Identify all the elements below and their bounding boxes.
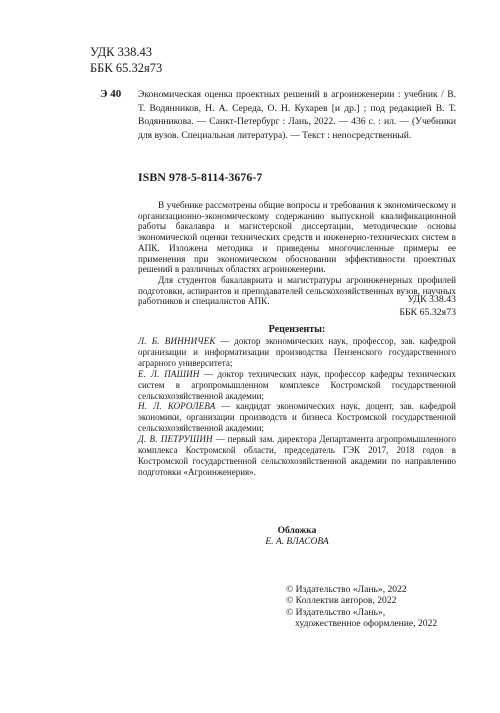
reviewer-name: Д. В. ПЕТРУШИН [138,434,213,445]
reviewer-description: — первый зам. директора Департамента агропромышленного комплекса Костромской области, председатель ГЭК 2017, 2018 годов в Костромской государственной сельскохозяйственной академии по направлению подготовки «Агроинженерия». [138,434,456,477]
reviewer-entry [138,434,456,478]
reviewer-description: — кандидат экономических наук, доцент, зав. кафедрой экономики, организации производств и бизнеса Костромской государственной сельскохозяйственной академии; [138,401,456,434]
udk-code-right: УДК 338.43 [407,294,456,305]
isbn: ISBN 978-5-8114-3676-7 [138,170,263,184]
udk-code-top: УДК 338.43 [90,45,152,59]
cover-label: Обложка [277,526,317,536]
cover-designer: Е. А. ВЛАСОВА [265,537,329,547]
reviewer-entry [138,336,456,369]
reviewer-entry [138,401,456,434]
copyright-line: © Издательство «Лань», 2022 [286,584,407,595]
classification-block-top [90,44,162,76]
author-sign-code: Э 40 [100,88,122,100]
reviewer-description: — доктор технических наук, профессор кафедры технических систем в агропромышленном комплексе Костромской государственной сельскохозяйственной академии; [138,368,456,401]
bbk-code-top: ББК 65.32я73 [90,61,163,75]
copyright-block [286,584,456,630]
abstract [138,200,456,307]
copyright-line: художественное оформление, 2022 [295,618,438,630]
reviewer-name: Е. Л. ПАШИН [138,368,200,379]
reviewer-description: — доктор экономических наук, профессор, зав. кафедрой организации и информатизации производства Пензенского государственного аграрного университета; [138,336,456,368]
reviewers-title: Рецензенты: [268,324,326,335]
reviewer-name: Л. Б. ВИННИЧЕК [138,336,216,346]
bibliographic-record-text: Экономическая оценка проектных решений в агроинженерии : учебник / В. Т. Водянников, Н. А. Середа, О. Н. Кухарев [и др.] ; под редакцией В. Т. Водянникова. — Санкт-Петербург : Лань, 2022. — 436 с. : ил. — (Учебники для вузов. Специальная литература). — Текст : непосредственный. [138,89,456,141]
reviewer-name: Н. Л. КОРОЛЕВА [138,401,216,412]
abstract-paragraph-1: В учебнике рассмотрены общие вопросы и требования к экономическому и организационно-экономическому содержанию выпускной квалификационной работы бакалавра и магистерской диссертации, методические основы экономической оценки технических средств и инженерно-технических систем в АПК. Изложена методика и приведены многочисленные примеры ее применения при экономическом обосновании эффективности проектных решений в различных областях агроинженерии. [138,200,456,275]
copyright-line: © Издательство «Лань», [286,606,386,618]
copyright-line: © Коллектив авторов, 2022 [286,595,397,607]
reviewer-entry [138,369,456,402]
bbk-code-right: ББК 65.32я73 [399,307,456,318]
bibliographic-record [138,88,456,142]
abstract-paragraph-2: Для студентов бакалавриата и магистратуры агроинженерных профилей подготовки, аспирантов и преподавателей сельскохозяйственных вузов, научных работников и специалистов АПК. [138,274,456,307]
classification-block-right [360,293,456,319]
reviewers-list [138,336,456,478]
